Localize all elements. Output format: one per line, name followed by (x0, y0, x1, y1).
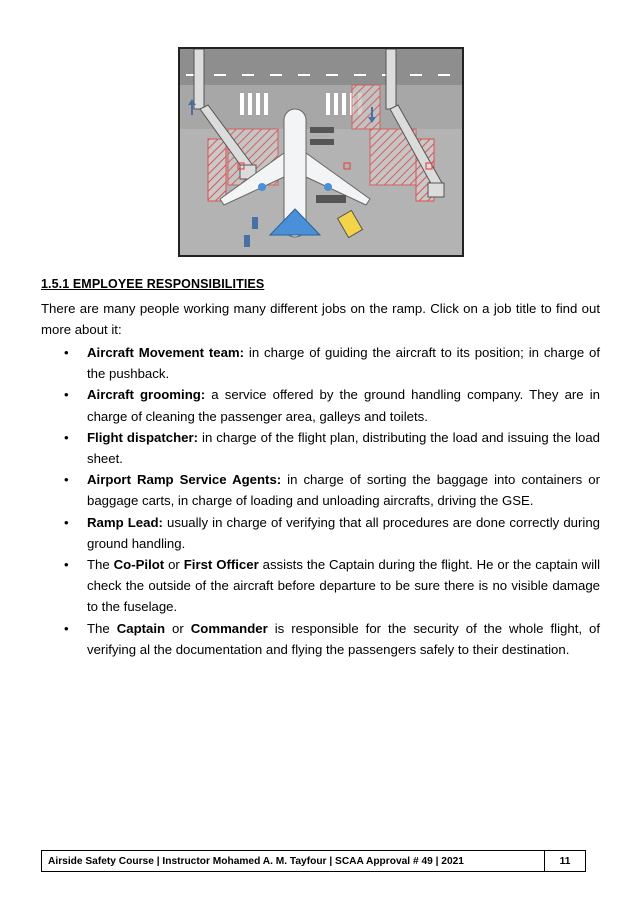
footer-course-info: Airside Safety Course | Instructor Mohamed A. M. Tayfour | SCAA Approval # 49 | 2021 (42, 851, 545, 871)
bullet-dot: • (64, 557, 69, 573)
job-title-link[interactable]: Commander (190, 620, 268, 636)
page-footer (41, 850, 586, 872)
job-title-link[interactable]: Aircraft Movement team: (87, 345, 245, 360)
responsibilities-list (41, 342, 600, 660)
bullet-dot: • (64, 345, 69, 360)
job-title-link[interactable]: Co-Pilot (113, 557, 165, 573)
intro-paragraph: There are many people working many different jobs on the ramp. Click on a job title to find out more about it: (41, 301, 600, 338)
bullet-dot: • (64, 620, 69, 636)
list-item: • Airport Ramp Service Agents: in charge of sorting the baggage into containers or baggage carts, in charge of loading and unloading aircrafts, driving the GSE. (41, 469, 600, 511)
bullet-dot: • (64, 472, 69, 488)
job-title-link[interactable]: Flight dispatcher: (87, 429, 198, 445)
section-heading: 1.5.1 EMPLOYEE RESPONSIBILITIES (41, 277, 265, 291)
ramp-diagram-svg (180, 49, 462, 255)
job-title-link[interactable]: Ramp Lead: (87, 514, 163, 530)
hatched-zone-top (352, 85, 380, 129)
page-number: 11 (559, 855, 571, 867)
job-title-link[interactable]: First Officer (183, 557, 259, 573)
list-item: • Aircraft grooming: a service offered by the ground handling company. They are in charge of cleaning the passenger area, galleys and toilets. (41, 384, 600, 426)
list-item: • The Co-Pilot or First Officer assists the Captain during the flight. He or the captain will check the outside of the aircraft before departure to be sure there is no visible damage to the fuselage. (41, 554, 600, 618)
list-item: • Aircraft Movement team: in charge of guiding the aircraft to its position; in charge of the pushback. (41, 342, 600, 384)
list-item: • The Captain or Commander is responsible for the security of the whole flight, of verifying al the documentation and flying the passengers safely to their destination. (41, 618, 600, 660)
hatched-zone-left (208, 139, 226, 201)
bullet-dot: • (64, 387, 69, 403)
service-road (180, 85, 462, 129)
job-title-link[interactable]: Airport Ramp Service Agents: (87, 472, 282, 488)
list-item: • Flight dispatcher: in charge of the flight plan, distributing the load and issuing the load sheet. (41, 427, 600, 469)
terminal-strip (180, 49, 462, 85)
ramp-illustration (178, 47, 464, 257)
job-title-link[interactable]: Aircraft grooming: (87, 387, 206, 403)
bullet-dot: • (64, 429, 69, 445)
job-title-link[interactable]: Captain (116, 620, 166, 636)
list-item: • Ramp Lead: usually in charge of verifying that all procedures are done correctly during ground handling. (41, 512, 600, 554)
bullet-dot: • (64, 514, 69, 530)
